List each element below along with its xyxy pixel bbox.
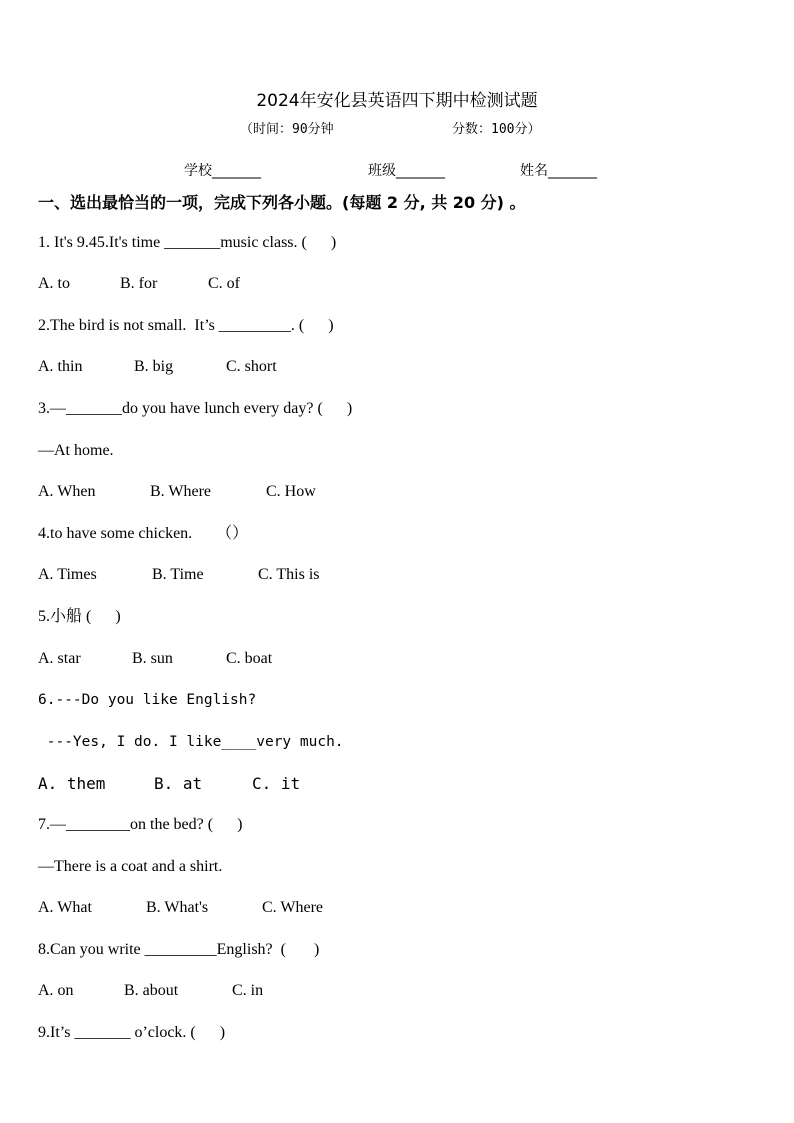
class-field: 班级_______ [368, 163, 445, 179]
option-c: C. it [252, 774, 301, 793]
option-a: A. them [38, 774, 106, 793]
question-9-stem: 9.It’s _______ o’clock. ( ) [38, 1024, 226, 1041]
question-3-stem: 3.—_______do you have lunch every day? ( ) [38, 400, 353, 417]
option-c: C. in [232, 982, 264, 999]
option-c: C. How [266, 483, 316, 500]
option-b: B. Time [152, 566, 204, 583]
question-6-stem: 6.---Do you like English? [38, 692, 257, 708]
exam-time: （时间：90分钟 [240, 122, 334, 137]
section-heading: 一、选出最恰当的一项，完成下列各小题。(每题 2 分, 共 20 分) 。 [38, 193, 526, 212]
option-a: A. When [38, 483, 96, 500]
option-c: C. This is [258, 566, 320, 583]
option-c: C. Where [262, 899, 324, 916]
option-a: A. thin [38, 358, 83, 375]
question-1-stem: 1. It's 9.45.It's time _______music class. ( ) [38, 234, 337, 251]
exam-score: 分数：100分） [452, 122, 541, 137]
option-c: C. boat [226, 650, 273, 667]
option-c: C. of [208, 275, 240, 292]
question-6-answer-line: ---Yes, I do. I like____very much. [38, 734, 344, 750]
option-c: C. short [226, 358, 277, 375]
option-a: A. star [38, 650, 81, 667]
option-b: B. What's [146, 899, 209, 916]
option-a: A. to [38, 275, 70, 292]
option-a: A. What [38, 899, 92, 916]
school-field: 学校_______ [184, 163, 261, 179]
question-7-answer-line: —There is a coat and a shirt. [38, 858, 223, 875]
question-4-stem: 4.to have some chicken. （） [38, 525, 249, 542]
question-7-stem: 7.—________on the bed? ( ) [38, 816, 243, 833]
option-b: B. big [134, 358, 174, 375]
option-b: B. at [154, 774, 203, 793]
option-a: A. Times [38, 566, 97, 583]
question-3-answer-line: —At home. [38, 442, 114, 459]
option-b: B. about [124, 982, 179, 999]
option-b: B. sun [132, 650, 173, 667]
option-b: B. for [120, 275, 158, 292]
name-field: 姓名_______ [520, 163, 597, 179]
option-a: A. on [38, 982, 74, 999]
question-2-stem: 2.The bird is not small. It’s _________. ( ) [38, 317, 334, 334]
option-b: B. Where [150, 483, 212, 500]
question-8-stem: 8.Can you write _________English? ( ) [38, 941, 320, 958]
page-title: 2024年安化县英语四下期中检测试题 [256, 91, 538, 111]
question-5-stem: 5.小船 ( ) [38, 608, 121, 625]
